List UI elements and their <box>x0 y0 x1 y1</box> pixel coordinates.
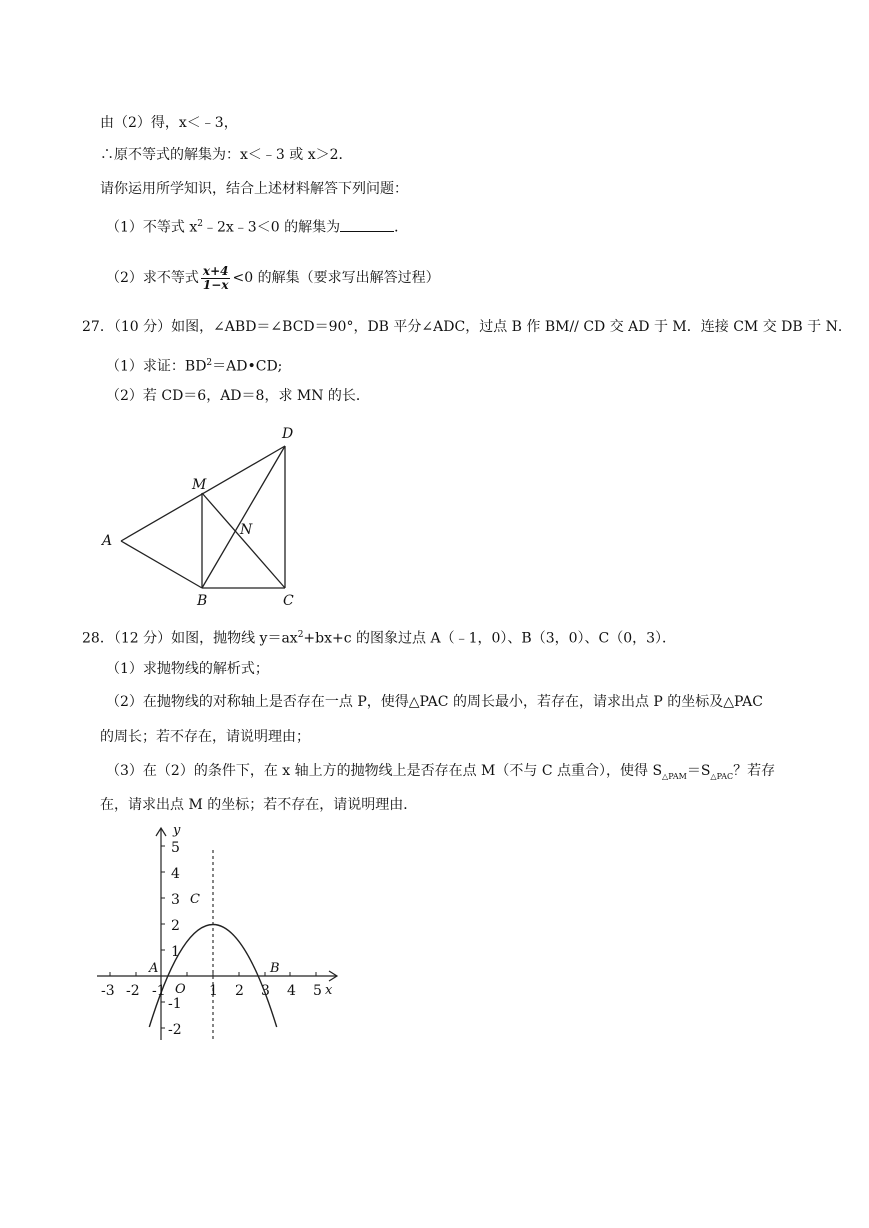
q28-3a-post: ？若存 <box>733 763 776 779</box>
x-tick-3: 3 <box>261 983 270 999</box>
question-28-stem <box>82 626 676 648</box>
point-label-C: C <box>190 892 200 907</box>
x-tick-neg3: -3 <box>101 983 115 999</box>
figure-28-parabola <box>92 820 347 1045</box>
point-label-A: A <box>149 961 159 976</box>
question-27-stem: 27．（10 分）如图，∠ABD＝∠BCD＝90°，DB 平分∠ADC，过点 B 作 BM// CD 交 AD 于 M．连接 CM 交 DB 于 N． <box>82 319 852 335</box>
label-A: A <box>102 533 113 549</box>
line-question-2 <box>106 258 440 298</box>
y-tick-3: 3 <box>171 892 180 908</box>
line-solution-2: 由（2）得，x＜﹣3， <box>100 115 238 131</box>
q28-3a-sub2: △PAC <box>710 771 734 781</box>
line-instruction: 请你运用所学知识，结合上述材料解答下列问题： <box>100 181 408 197</box>
x-tick-5: 5 <box>313 983 322 999</box>
label-C: C <box>283 593 294 609</box>
origin-label: O <box>175 982 186 997</box>
q28-pre: 28．（12 分）如图，抛物线 y＝ax <box>82 630 298 647</box>
q1-post: ﹣2x﹣3＜0 的解集为 <box>203 219 341 236</box>
question-28-part-3a <box>106 762 775 786</box>
y-tick-1: 1 <box>171 944 180 960</box>
fraction <box>201 265 231 292</box>
q27-1-sup: 2 <box>206 358 213 368</box>
axis-label-x: x <box>325 983 333 998</box>
label-D: D <box>282 426 294 442</box>
point-label-B: B <box>270 961 280 976</box>
q27-1-pre: （1）求证：BD <box>106 358 207 375</box>
line-solution-set: ∴原不等式的解集为：x＜﹣3 或 x＞2． <box>100 147 353 163</box>
y-tick-5: 5 <box>171 840 180 856</box>
q28-3a-pre: （3）在（2）的条件下，在 x 轴上方的抛物线上是否存在点 M（不与 C 点重合），使得 S <box>106 763 663 779</box>
fraction-denominator: 1−x <box>202 277 229 292</box>
q28-3a-sub1: △PAM <box>662 771 687 781</box>
y-tick-2: 2 <box>171 918 180 934</box>
label-B: B <box>197 593 208 609</box>
axis-label-y: y <box>173 823 181 838</box>
figure-27-geometry <box>95 418 310 610</box>
question-28-part-2a: （2）在抛物线的对称轴上是否存在一点 P，使得△PAC 的周长最小，若存在，请求出点 P 的坐标及△PAC <box>106 694 763 710</box>
q1-pre: （1）不等式 x <box>106 219 198 236</box>
x-tick-1: 1 <box>209 983 218 999</box>
question-28-part-3b: 在，请求出点 M 的坐标；若不存在，请说明理由． <box>100 797 418 813</box>
x-tick-neg2: -2 <box>126 983 140 999</box>
q28-sup: 2 <box>297 630 304 640</box>
q1-end: ． <box>394 219 409 236</box>
answer-blank <box>340 219 394 232</box>
y-tick-neg1: -1 <box>168 996 182 1012</box>
x-tick-2: 2 <box>235 983 244 999</box>
fraction-numerator: x+4 <box>202 263 229 278</box>
q28-3a-mid: ＝S <box>686 763 711 779</box>
question-27-part-2: （2）若 CD＝6，AD＝8，求 MN 的长． <box>106 388 370 404</box>
q2-pre: （2）求不等式 <box>106 270 199 286</box>
question-28-part-2b: 的周长；若不存在，请说明理由； <box>100 729 310 745</box>
question-28-part-1: （1）求抛物线的解析式； <box>106 661 269 677</box>
q1-sup: 2 <box>197 219 203 229</box>
line-question-1 <box>106 215 408 237</box>
q27-1-post: ＝AD•CD; <box>212 358 283 375</box>
y-tick-4: 4 <box>171 866 180 882</box>
question-27-part-1 <box>106 354 282 376</box>
q28-post: +bx+c 的图象过点 A（﹣1，0）、B（3，0）、C（0，3）． <box>303 630 677 647</box>
y-tick-neg2: -2 <box>168 1022 182 1038</box>
q2-post: <0 的解集（要求写出解答过程） <box>232 270 440 286</box>
label-M: M <box>192 477 207 493</box>
label-N: N <box>240 522 253 538</box>
x-tick-4: 4 <box>287 983 296 999</box>
x-tick-neg1: -1 <box>152 983 166 999</box>
